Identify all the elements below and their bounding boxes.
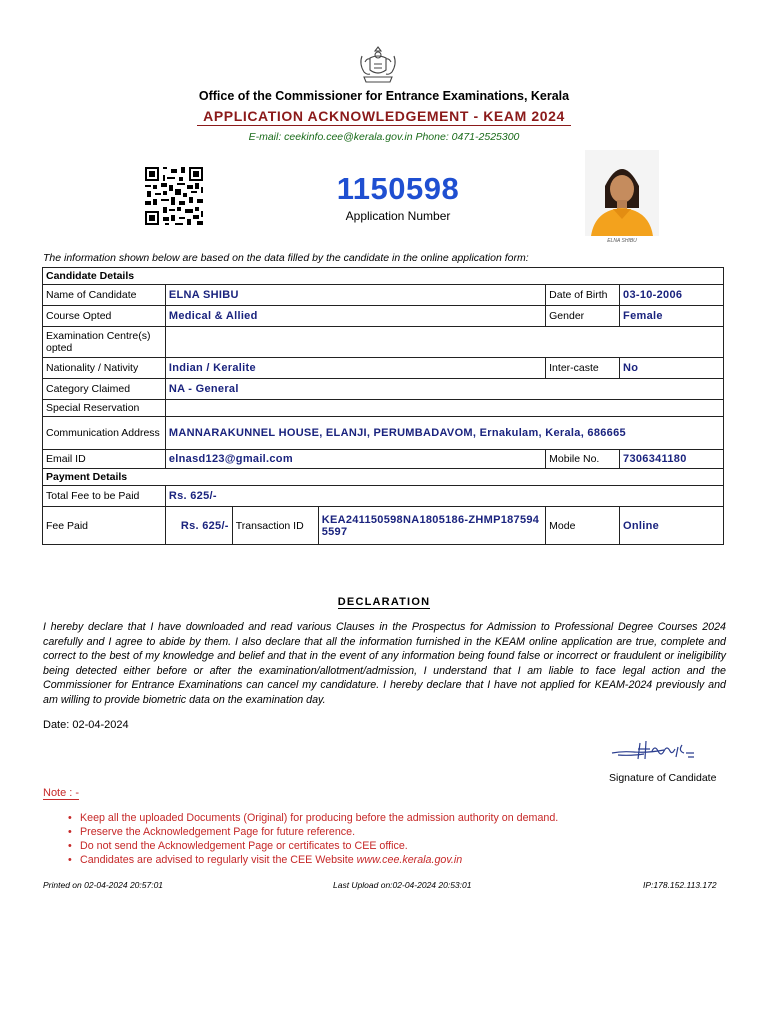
- mode-value: Online: [620, 507, 724, 545]
- email-label: Email ID: [43, 450, 166, 469]
- declaration-heading: [0, 596, 768, 608]
- cee-website-link[interactable]: www.cee.kerala.gov.in: [356, 854, 463, 866]
- ip-address: IP:178.152.113.172: [643, 880, 717, 890]
- mobile-label: Mobile No.: [546, 450, 620, 469]
- category-label: Category Claimed: [43, 379, 166, 400]
- list-item: • Preserve the Acknowledgement Page for future reference.: [80, 825, 558, 839]
- fee-paid-value: Rs. 625/-: [165, 507, 232, 545]
- mode-label: Mode: [546, 507, 620, 545]
- dob-value: 03-10-2006: [620, 285, 724, 306]
- office-heading: Office of the Commissioner for Entrance Examinations, Kerala: [198, 89, 570, 103]
- table-row: [43, 486, 724, 507]
- note-heading: [43, 787, 79, 799]
- contact-line: E-mail: ceekinfo.cee@kerala.gov.in Phone: 0471-2525300: [248, 131, 520, 143]
- fee-paid-label: Fee Paid: [43, 507, 166, 545]
- intercaste-value: No: [620, 358, 724, 379]
- note-heading-text: Note : -: [43, 787, 80, 799]
- candidate-photo: [585, 150, 659, 246]
- address-value: MANNARAKUNNEL HOUSE, ELANJI, PERUMBADAVOM, Ernakulam, Kerala, 686665: [165, 417, 723, 450]
- notes-list: [80, 811, 558, 867]
- total-fee-label: Total Fee to be Paid: [43, 486, 166, 507]
- list-item: • Keep all the uploaded Documents (Original) for producing before the admission authority on demand.: [80, 811, 558, 825]
- gender-value: Female: [620, 306, 724, 327]
- table-row: [43, 507, 724, 545]
- photo-caption: ELNA SHIBU: [607, 238, 637, 244]
- application-number-label: Application Number: [345, 209, 451, 223]
- candidate-details-heading: Candidate Details: [43, 268, 724, 285]
- signature-label: Signature of Candidate: [609, 772, 717, 784]
- intercaste-label: Inter-caste: [546, 358, 620, 379]
- table-row: [43, 327, 724, 358]
- kerala-emblem-icon: [356, 44, 400, 86]
- name-label: Name of Candidate: [43, 285, 166, 306]
- declaration-date: Date: 02-04-2024: [43, 719, 129, 731]
- acknowledgement-title: [0, 108, 768, 124]
- info-line: The information shown below are based on the data filled by the candidate in the online application form:: [43, 252, 529, 264]
- candidate-name: ELNA SHIBU: [165, 285, 545, 306]
- application-details-table: [42, 267, 724, 545]
- course-value: Medical & Allied: [165, 306, 545, 327]
- candidate-signature: [606, 735, 700, 765]
- email-value: elnasd123@gmail.com: [165, 450, 545, 469]
- printed-on: Printed on 02-04-2024 20:57:01: [43, 880, 164, 890]
- website-note-text: Candidates are advised to regularly visit the CEE Website: [80, 854, 357, 866]
- table-row: [43, 358, 724, 379]
- table-row: [43, 285, 724, 306]
- mobile-value: 7306341180: [620, 450, 724, 469]
- exam-centre-value: [165, 327, 723, 358]
- course-label: Course Opted: [43, 306, 166, 327]
- nationality-label: Nationality / Nativity: [43, 358, 166, 379]
- table-row: [43, 450, 724, 469]
- table-row: [43, 400, 724, 417]
- table-row: [43, 379, 724, 400]
- payment-details-heading: Payment Details: [43, 469, 724, 486]
- acknowledgement-title-text: APPLICATION ACKNOWLEDGEMENT - KEAM 2024: [197, 108, 571, 126]
- declaration-text: I hereby declare that I have downloaded and read various Clauses in the Prospectus for Admission to Professional Degree Courses 2024 carefully and I agree to abide by them. I also declare that all the information furnished in the KEAM online application are true, complete and correct to the best of my knowledge and belief and that in the event of any information being found false or incorrect or fraudulent or ineligibility being detected either before or after the examination/allotment/admission, I understand that I am liable to face legal action and the Commissioner for Entrance Examinations can cancel my candidature. I hereby declare that I have not applied for KEAM-2024 previously and am willing to provide biometric data on the examination day.: [43, 621, 726, 706]
- special-reservation-label: Special Reservation: [43, 400, 166, 417]
- transaction-id-label: Transaction ID: [232, 507, 318, 545]
- table-row: [43, 417, 724, 450]
- application-number: 1150598: [336, 171, 460, 206]
- list-item: [80, 853, 558, 867]
- last-upload: Last Upload on:02-04-2024 20:53:01: [333, 880, 472, 890]
- total-fee-value: Rs. 625/-: [165, 486, 723, 507]
- list-item: • Do not send the Acknowledgement Page or certificates to CEE office.: [80, 839, 558, 853]
- gender-label: Gender: [546, 306, 620, 327]
- declaration-heading-text: DECLARATION: [337, 596, 431, 608]
- dob-label: Date of Birth: [546, 285, 620, 306]
- nationality-value: Indian / Keralite: [165, 358, 545, 379]
- qr-code: [143, 165, 205, 227]
- table-row: [43, 306, 724, 327]
- exam-centre-label: Examination Centre(s) opted: [43, 327, 166, 358]
- category-value: NA - General: [165, 379, 723, 400]
- special-reservation-value: [165, 400, 723, 417]
- transaction-id-value: KEA241150598NA1805186-ZHMP1875945597: [318, 507, 545, 545]
- address-label: Communication Address: [43, 417, 166, 450]
